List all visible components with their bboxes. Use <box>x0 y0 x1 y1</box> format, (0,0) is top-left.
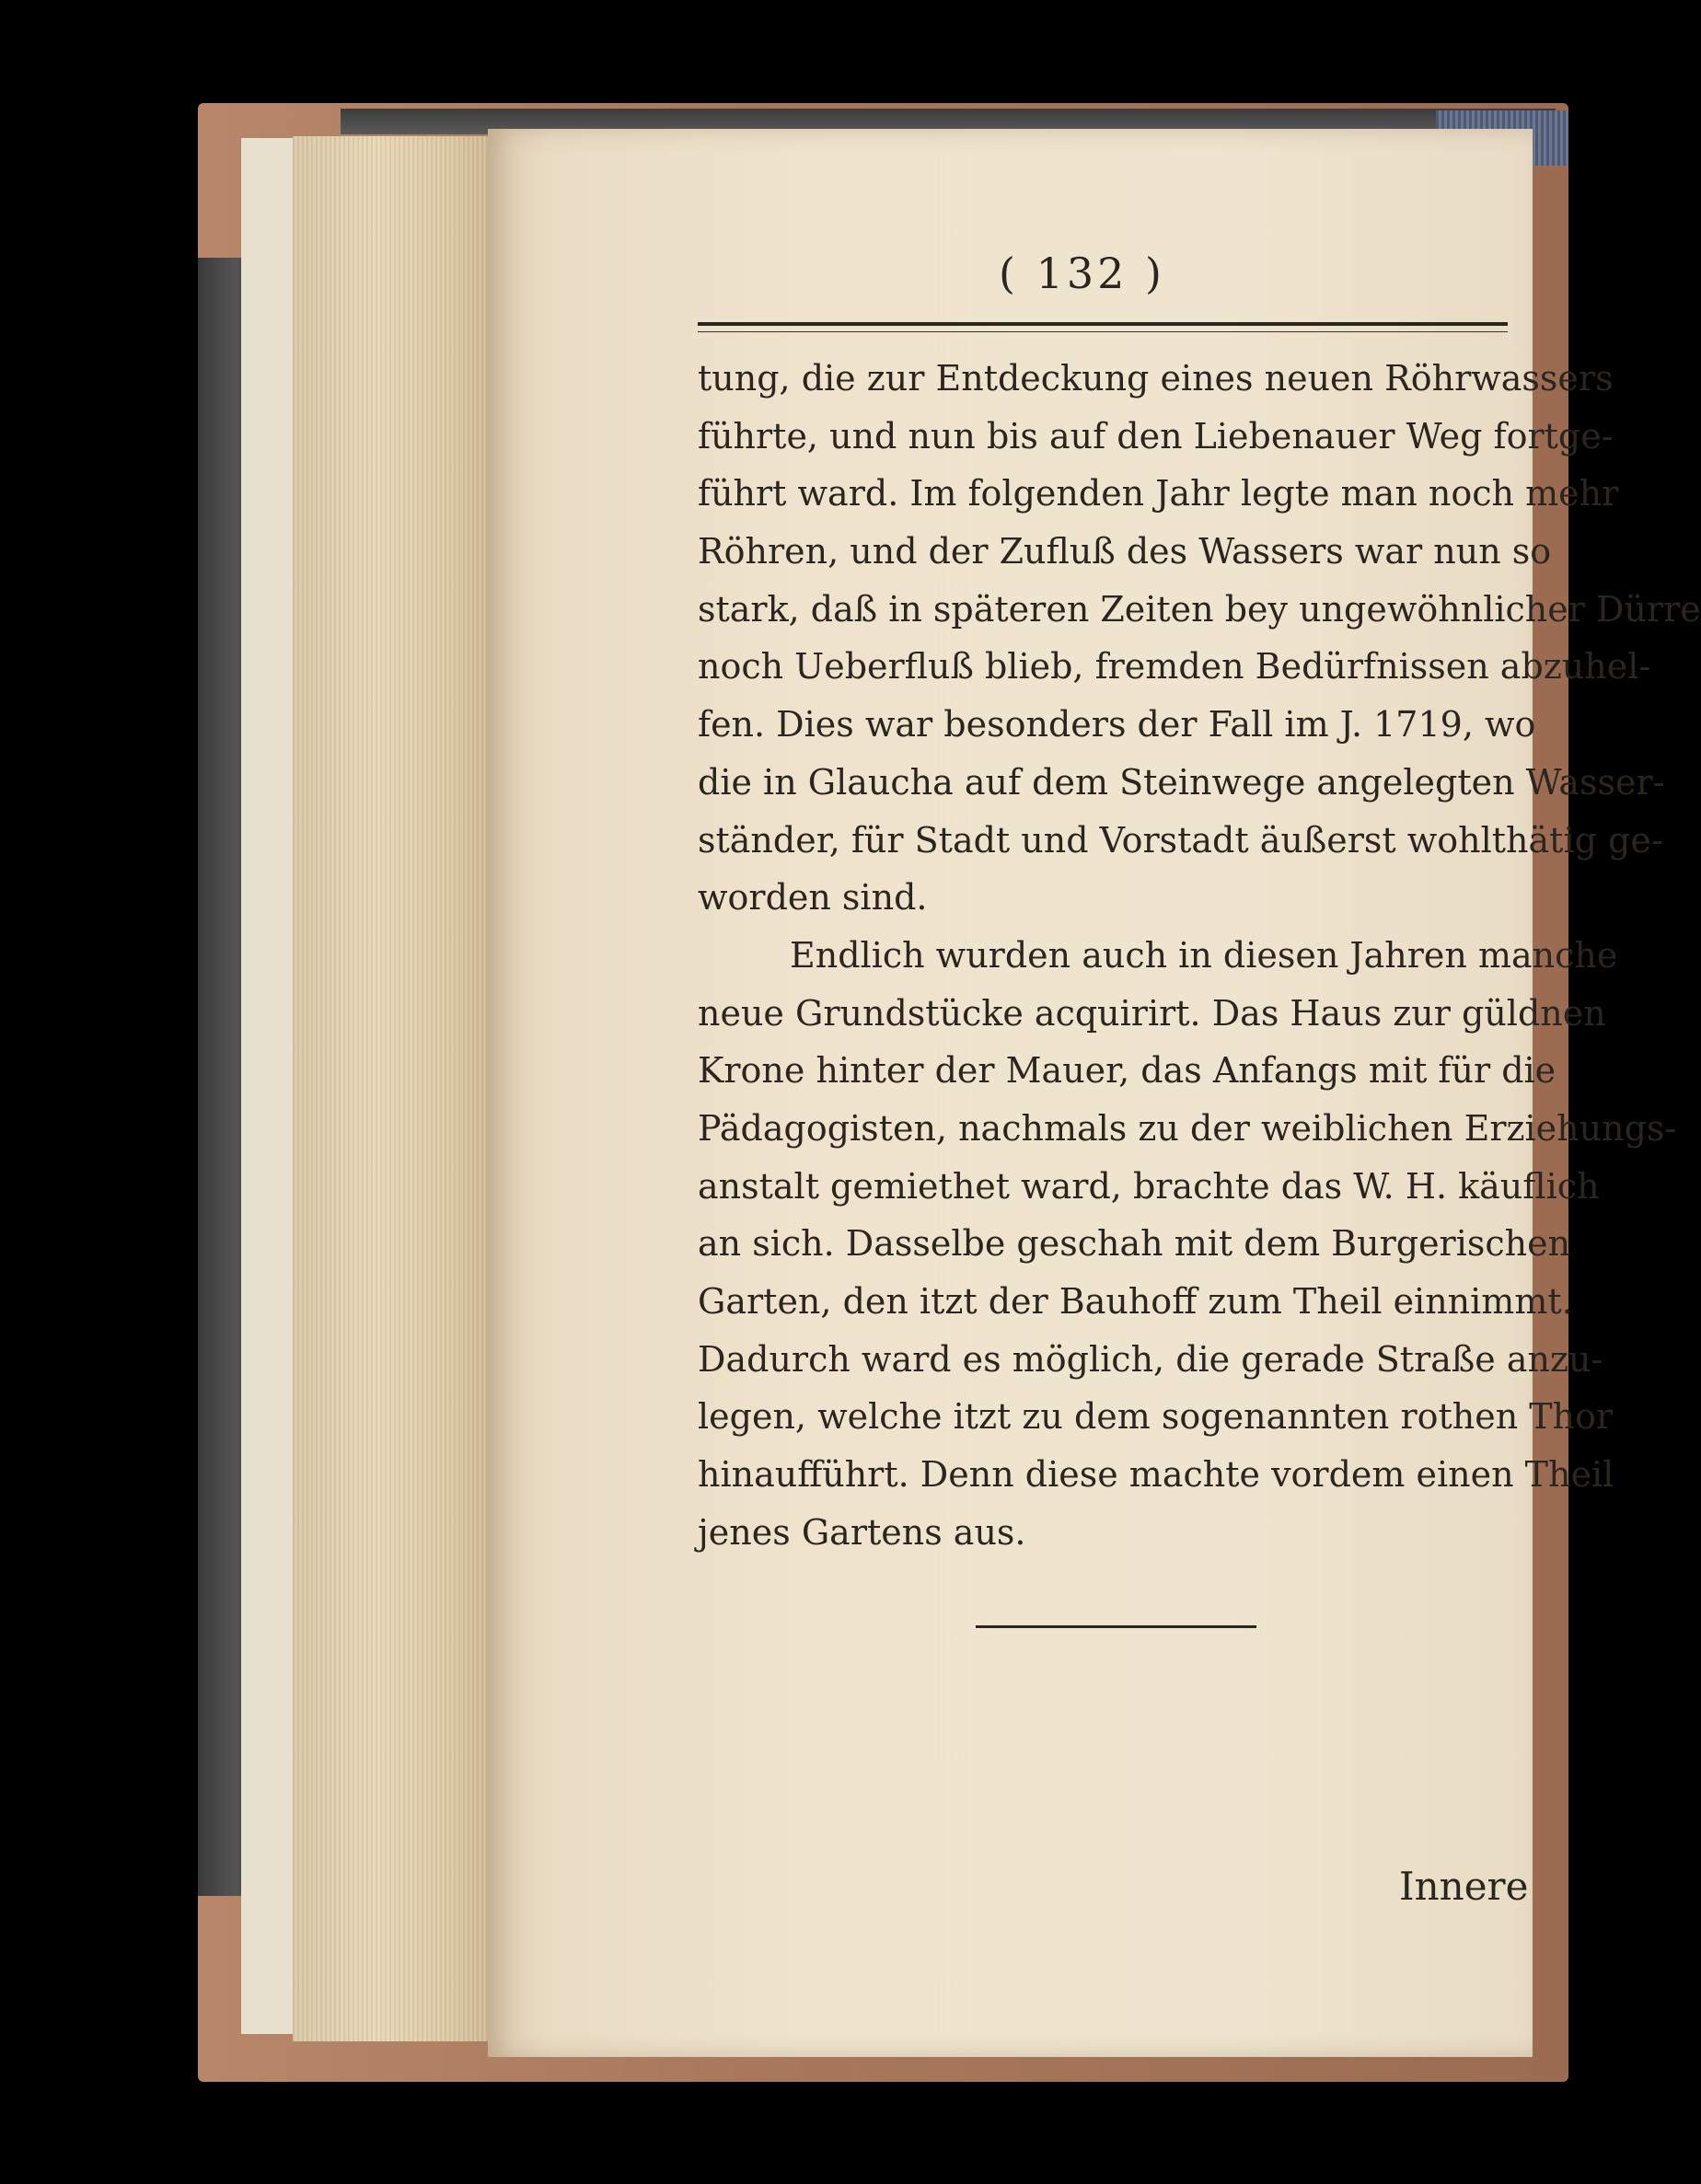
text-line: tung, die zur Entdeckung eines neuen Röhrwassers <box>698 358 1614 399</box>
page-number: ( 132 ) <box>999 248 1165 298</box>
body-text <box>698 350 1701 1561</box>
section-end-rule <box>976 1625 1256 1628</box>
text-line: hinaufführt. Denn diese machte vordem einen Theil <box>698 1454 1614 1496</box>
text-line: Krone hinter der Mauer, das Anfangs mit für die <box>698 1050 1556 1092</box>
text-line: legen, welche itzt zu dem sogenannten rothen Thor <box>698 1396 1614 1438</box>
text-line: anstalt gemiethet ward, brachte das W. H. käuflich <box>698 1165 1600 1207</box>
header-rule <box>698 322 1508 326</box>
text-line: jenes Gartens aus. <box>698 1511 1026 1553</box>
text-line: die in Glaucha auf dem Steinwege angelegten Wasser- <box>698 761 1665 803</box>
text-line: ständer, für Stadt und Vorstadt äußerst wohlthätig ge- <box>698 819 1663 861</box>
text-line: Pädagogisten, nachmals zu der weiblichen Erziehungs- <box>698 1107 1677 1149</box>
text-line: neue Grundstücke acquirirt. Das Haus zur güldnen <box>698 992 1606 1034</box>
text-line: Röhren, und der Zufluß des Wassers war nun so <box>698 531 1552 572</box>
text-line: Garten, den itzt der Bauhoff zum Theil einnimmt. <box>698 1281 1573 1322</box>
text-line: an sich. Dasselbe geschah mit dem Burgerischen <box>698 1223 1571 1265</box>
page-block-edge <box>293 136 504 2041</box>
text-line: stark, daß in späteren Zeiten bey ungewöhnlicher Dürre <box>698 588 1701 630</box>
text-line: fen. Dies war besonders der Fall im J. 1719, wo <box>698 704 1536 745</box>
text-line: führt ward. Im folgenden Jahr legte man noch mehr <box>698 473 1619 514</box>
text-line: führte, und nun bis auf den Liebenauer Weg fortge- <box>698 415 1614 456</box>
text-line: worden sind. <box>698 877 928 919</box>
text-line: Dadurch ward es möglich, die gerade Straße anzu- <box>698 1338 1603 1380</box>
header-rule-thin <box>698 331 1508 332</box>
catchword: Innere <box>1399 1864 1529 1909</box>
text-line: Endlich wurden auch in diesen Jahren manche <box>790 934 1618 976</box>
text-line: noch Ueberfluß blieb, fremden Bedürfnissen abzuhel- <box>698 646 1651 688</box>
